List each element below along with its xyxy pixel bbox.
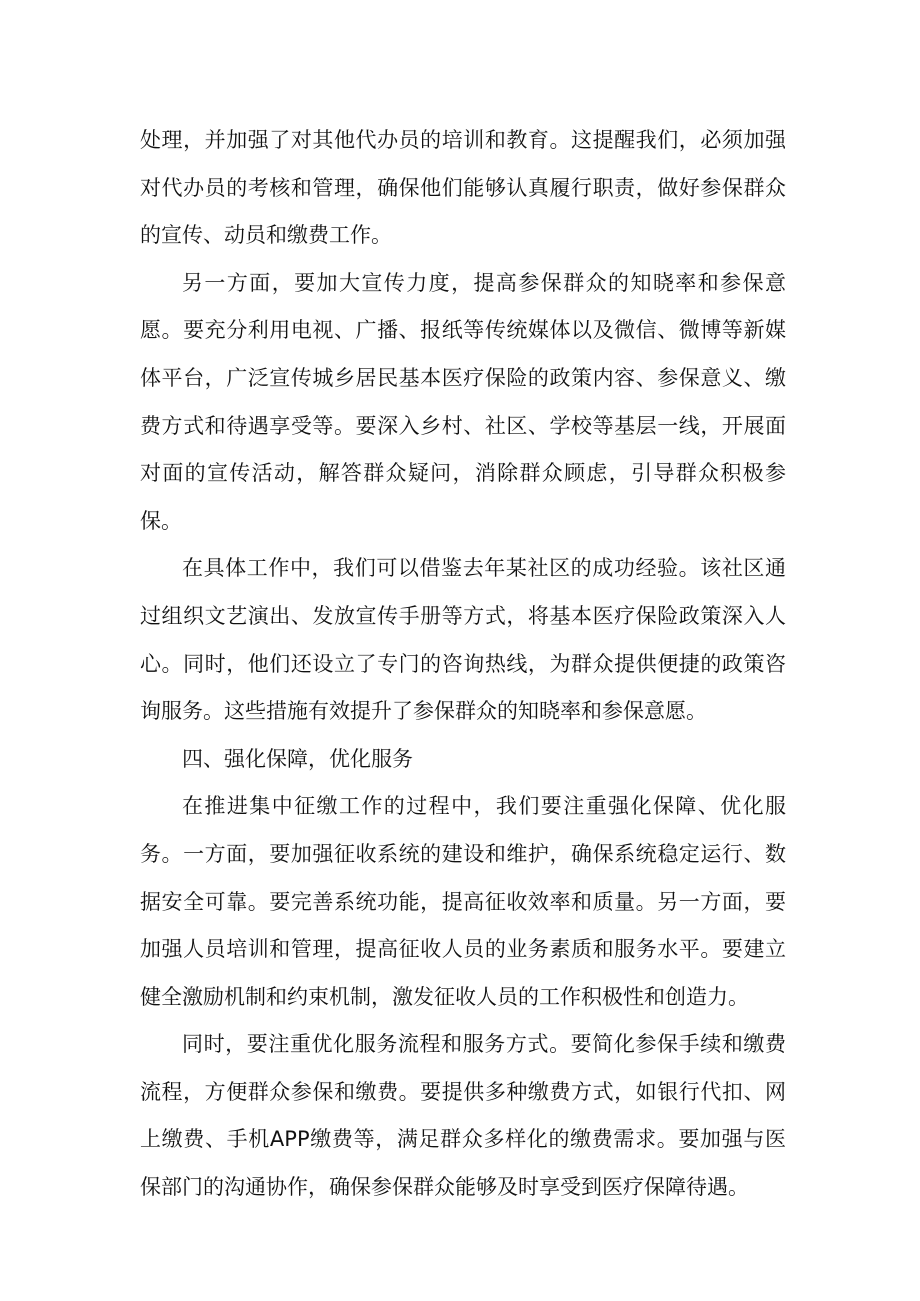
paragraph-publicity: 另一方面，要加大宣传力度，提高参保群众的知晓率和参保意愿。要充分利用电视、广播、报纸等传统媒体以及微信、微博等新媒体平台，广泛宣传城乡居民基本医疗保险的政策内容、参保意义、缴费方式和待遇享受等。要深入乡村、社区、学校等基层一线，开展面对面的宣传活动，解答群众疑问，消除群众顾虑，引导群众积极参保。 [140,270,786,533]
paragraph-safeguards: 在推进集中征缴工作的过程中，我们要注重强化保障、优化服务。一方面，要加强征收系统的建设和维护，确保系统稳定运行、数据安全可靠。要完善系统功能，提高征收效率和质量。另一方面，要加强人员培训和管理，提高征收人员的业务素质和服务水平。要建立健全激励机制和约束机制，激发征收人员的工作积极性和创造力。 [140,794,786,1009]
paragraph-community-experience: 在具体工作中，我们可以借鉴去年某社区的成功经验。该社区通过组织文艺演出、发放宣传手册等方式，将基本医疗保险政策深入人心。同时，他们还设立了专门的咨询热线，为群众提供便捷的政策咨询服务。这些措施有效提升了参保群众的知晓率和参保意愿。 [140,556,786,724]
section-heading-four: 四、强化保障，优化服务 [182,746,413,771]
paragraph-code-of-conduct: 处理，并加强了对其他代办员的培训和教育。这提醒我们，必须加强对代办员的考核和管理，确保他们能够认真履行职责，做好参保群众的宣传、动员和缴费工作。 [140,128,786,248]
document-body [140,117,786,1212]
paragraph-service-optimization: 同时，要注重优化服务流程和服务方式。要简化参保手续和缴费流程，方便群众参保和缴费。要提供多种缴费方式，如银行代扣、网上缴费、手机APP缴费等，满足群众多样化的缴费需求。要加强与医保部门的沟通协作，确保参保群众能够及时享受到医疗保障待遇。 [140,1032,786,1200]
